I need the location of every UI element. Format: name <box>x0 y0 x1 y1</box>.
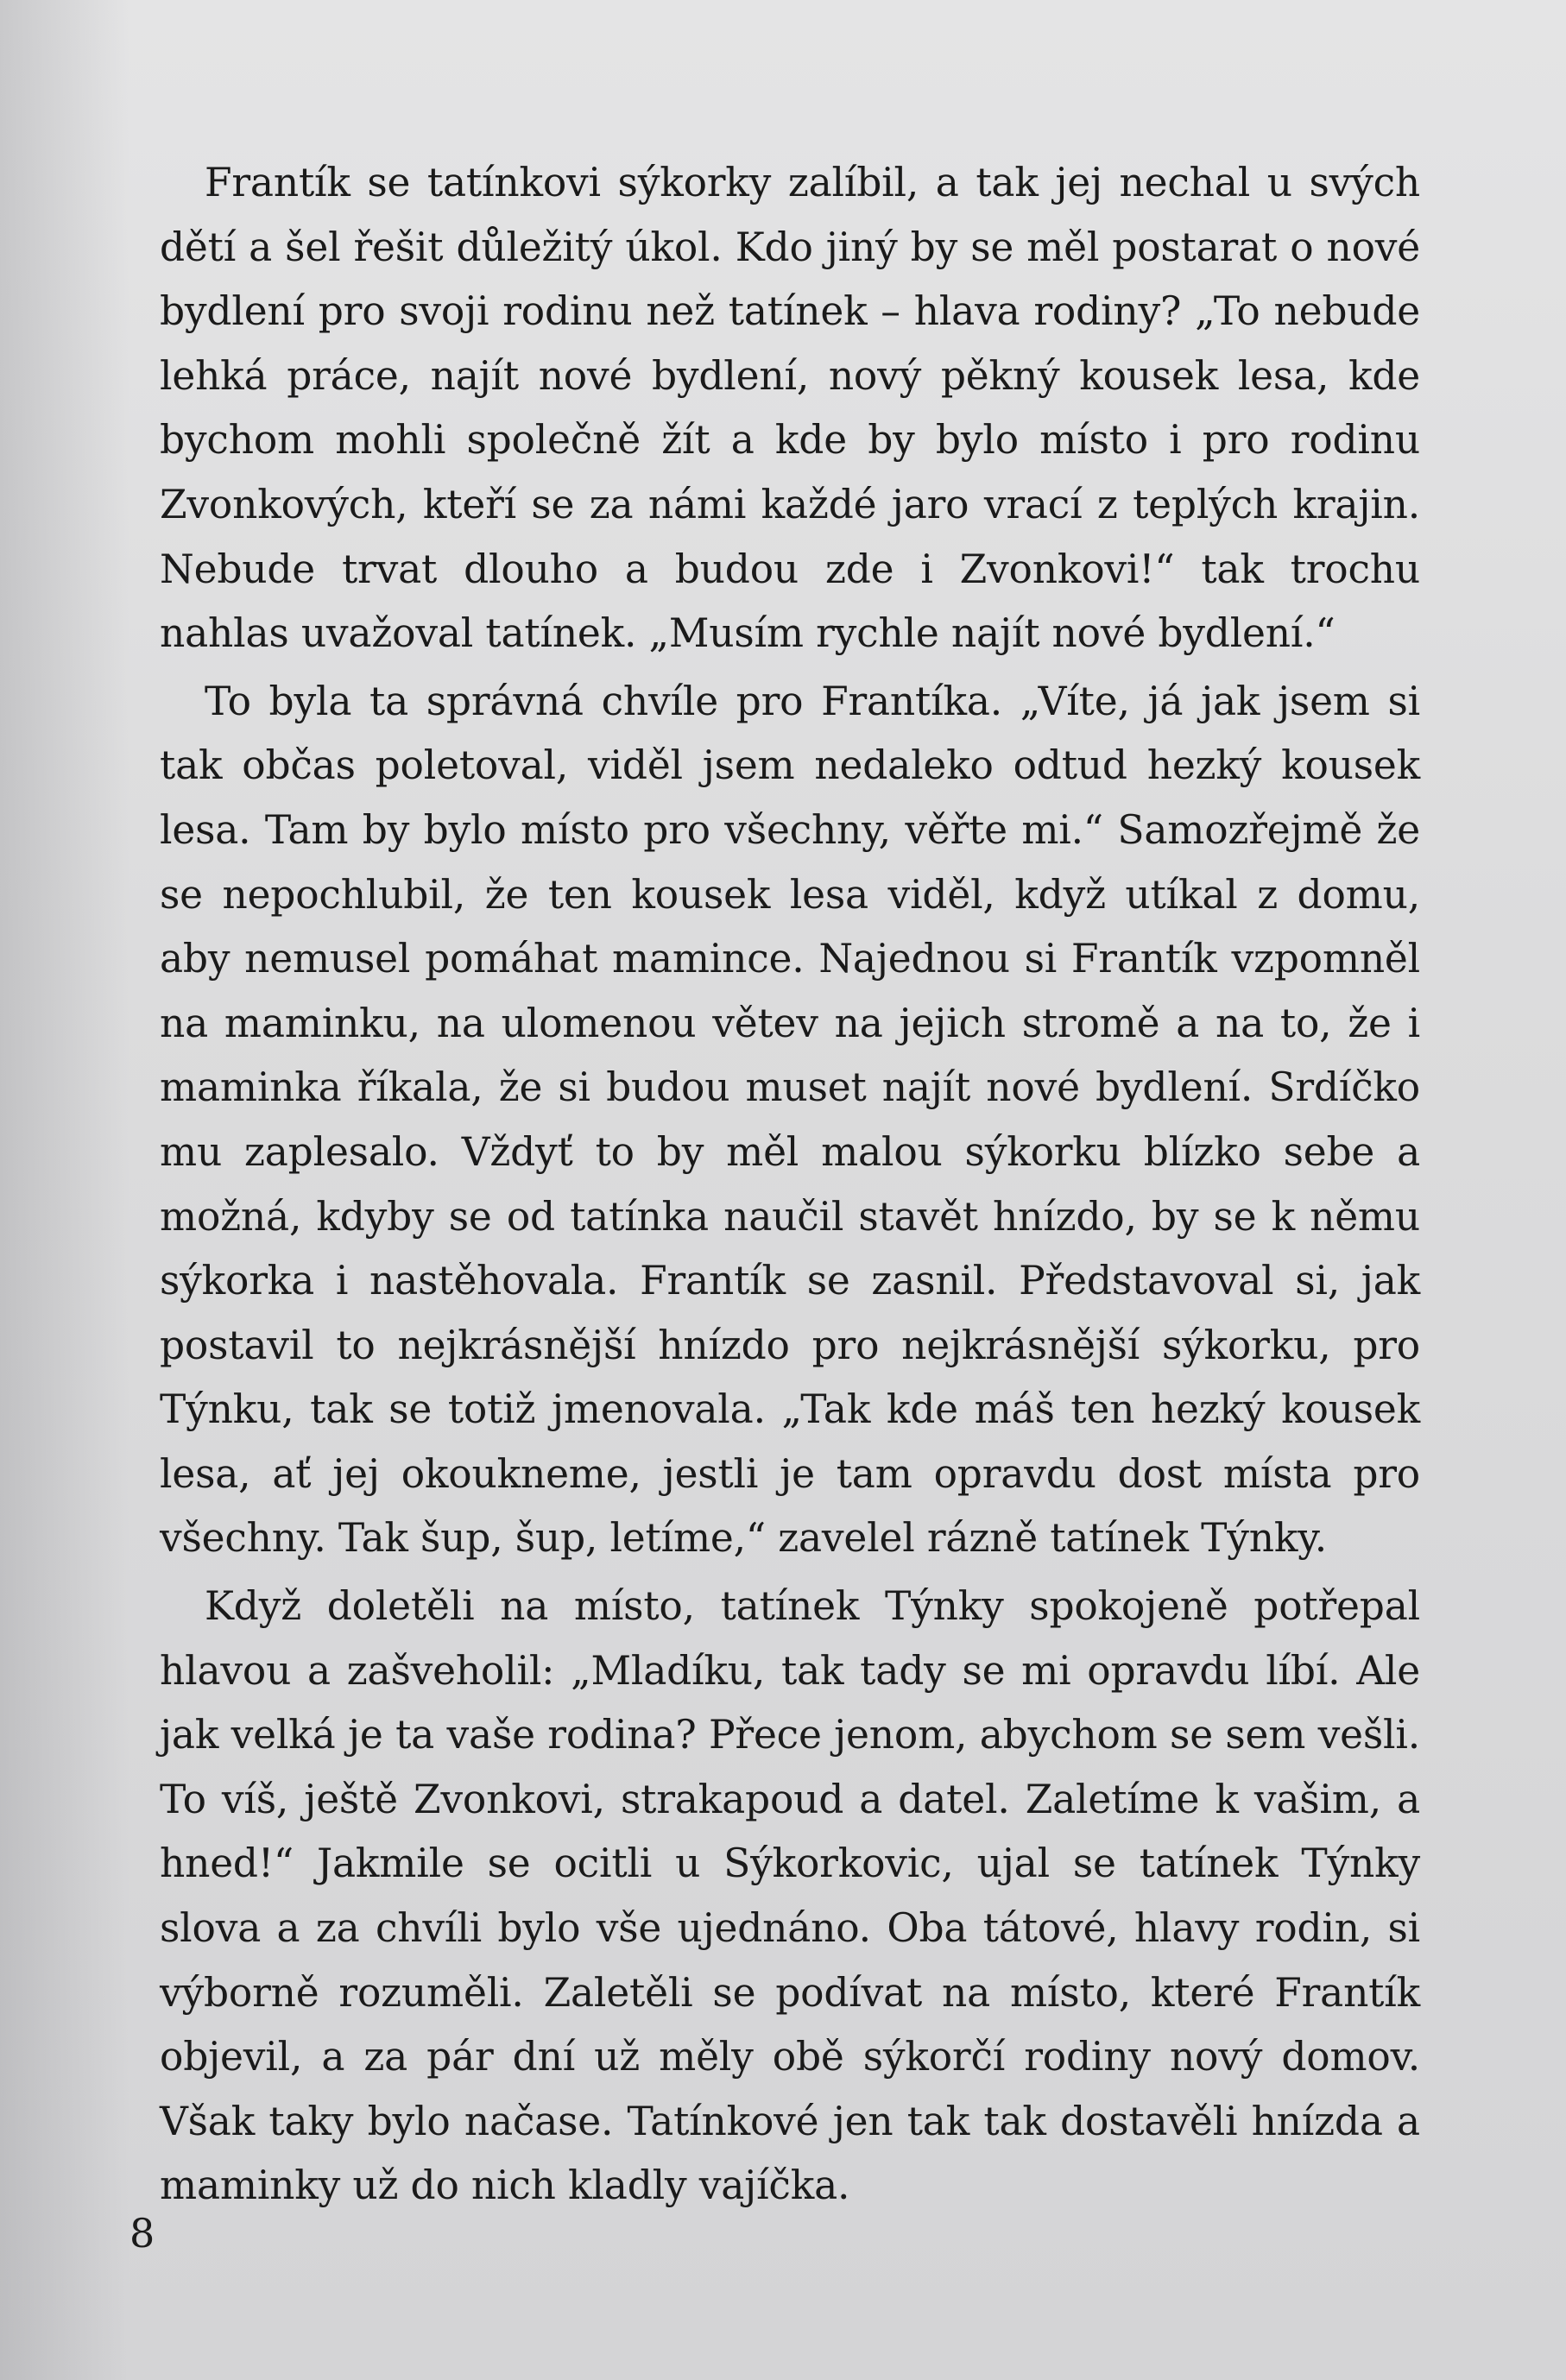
paragraph-3: Když doletěli na místo, tatínek Týnky spokojeně potřepal hlavou a zašveholil: „Mladíku, tak tady se mi opravdu líbí. Ale jak velká je ta vaše rodina? Přece jenom, abychom se sem vešli. To víš, ještě Zvonkovi, strakapoud a datel. Zaletíme k vašim, a hned!“ Jakmile se ocitli u Sýkorkovic, ujal se tatínek Týnky slova a za chvíli bylo vše ujednáno. Oba tátové, hlavy rodin, si výborně rozuměli. Zaletěli se podívat na místo, které Frantík objevil, a za pár dní už měly obě sýkorčí rodiny nový domov. Však taky bylo načase. Tatínkové jen tak tak dostavěli hnízda a maminky už do nich kladly vajíčka. <box>160 1583 1420 2209</box>
paragraph-2: To byla ta správná chvíle pro Frantíka. „Víte, já jak jsem si tak občas poletoval, viděl jsem nedaleko odtud hezký kousek lesa. Tam by bylo místo pro všechny, věřte mi.“ Samozřejmě že se nepochlubil, že ten kousek lesa viděl, když utíkal z domu, aby nemusel pomáhat mamince. Najednou si Frantík vzpomněl na maminku, na ulomenou větev na jejich stromě a na to, že i maminka říkala, že si budou muset najít nové bydlení. Srdíčko mu zaplesalo. Vždyť to by měl malou sýkorku blízko sebe a možná, kdyby se od tatínka naučil stavět hnízdo, by se k němu sýkorka i nastěhovala. Frantík se zasnil. Představoval si, jak postavil to nejkrásnější hnízdo pro nejkrásnější sýkorku, pro Týnku, tak se totiž jmenovala. „Tak kde máš ten hezký kousek lesa, ať jej okoukneme, jestli je tam opravdu dost místa pro všechny. Tak šup, šup, letíme,“ zavelel rázně tatínek Týnky. <box>160 678 1420 1562</box>
page-number: 8 <box>129 2210 155 2257</box>
paragraph-1: Frantík se tatínkovi sýkorky zalíbil, a tak jej nechal u svých dětí a šel řešit důležitý úkol. Kdo jiný by se měl postarat o nové bydlení pro svoji rodinu než tatínek – hlava rodiny? „To nebude lehká práce, najít nové bydlení, nový pěkný kousek lesa, kde bychom mohli společně žít a kde by bylo místo i pro rodinu Zvonkových, kteří se za námi každé jaro vrací z teplých krajin. Nebude trvat dlouho a budou zde i Zvonkovi!“ tak trochu nahlas uvažoval tatínek. „Musím rychle najít nové bydlení.“ <box>160 160 1420 657</box>
body-text <box>160 151 1420 2219</box>
page-edge-shadow <box>0 0 129 2380</box>
